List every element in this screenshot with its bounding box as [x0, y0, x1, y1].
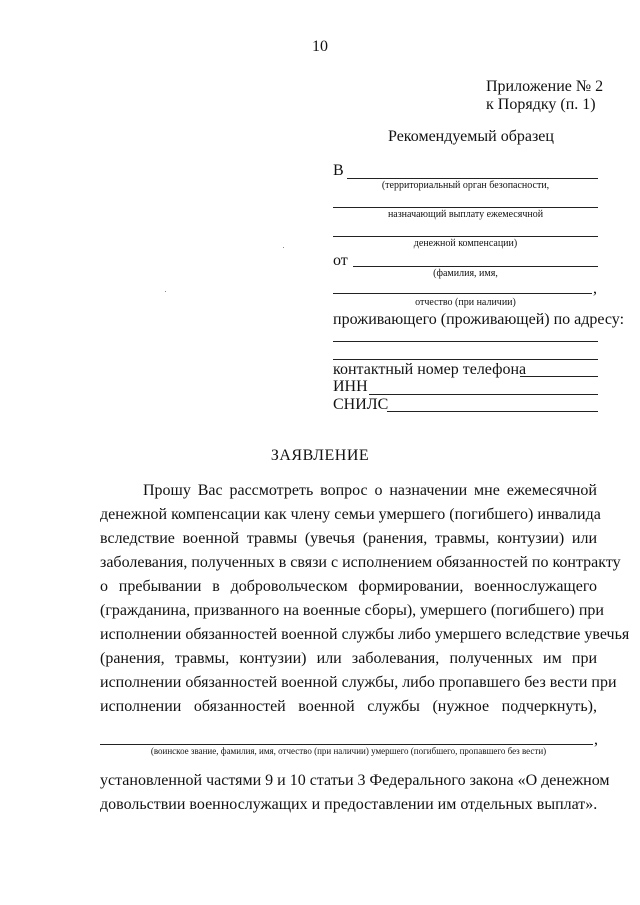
to-line-2 — [333, 207, 598, 208]
phone-line — [520, 376, 598, 377]
scan-speck — [165, 291, 166, 292]
appendix-line-1: Приложение № 2 — [486, 78, 604, 95]
body-line: исполнении обязанностей военной службы (нужное подчеркнуть), — [100, 698, 597, 715]
snils-label: СНИЛС — [333, 396, 389, 413]
appendix-line-2: к Порядку (п. 1) — [486, 96, 596, 113]
sample-label: Рекомендуемый образец — [388, 128, 554, 145]
body-line: о пребывании в добровольческом формировании, военнослужащего — [100, 578, 597, 595]
person-caption: (воинское звание, фамилия, имя, отчество (при наличии) умершего (погибшего, пропавшего без вести) — [150, 746, 547, 756]
body-line: денежной компенсации как члену семьи умершего (погибшего) инвалида — [100, 506, 601, 523]
address-label: проживающего (проживающей) по адресу: — [333, 311, 625, 328]
from-caption-1: (фамилия, имя, — [433, 268, 498, 279]
to-line-3 — [333, 236, 598, 237]
closing-line: установленной частями 9 и 10 статьи 3 Федерального закона «О денежном — [100, 772, 610, 789]
body-line: (гражданина, призванного на военные сборы), умершего (погибшего) при — [100, 602, 604, 619]
inn-line — [369, 394, 598, 395]
phone-label: контактный номер телефона — [333, 361, 527, 378]
closing-line: довольствии военнослужащих и предоставлении им отдельных выплат». — [100, 796, 598, 813]
statement-title: ЗАЯВЛЕНИЕ — [270, 447, 370, 464]
address-line-1 — [333, 341, 598, 342]
body-line: заболевания, полученных в связи с исполнением обязанностей по контракту — [100, 554, 621, 571]
from-comma: , — [593, 280, 597, 297]
to-line — [347, 178, 598, 179]
body-line: исполнении обязанностей военной службы, либо пропавшего без вести при — [100, 674, 617, 691]
to-caption-3: денежной компенсации) — [413, 238, 518, 249]
body-line: Прошу Вас рассмотреть вопрос о назначении мне ежемесячной — [143, 482, 597, 499]
to-caption-1: (территориальный орган безопасности, — [381, 180, 550, 191]
person-comma: , — [594, 731, 598, 748]
body-line: исполнении обязанностей военной службы либо умершего вследствие увечья — [100, 626, 630, 643]
from-prefix: от — [333, 252, 348, 269]
body-line: вследствие военной травмы (увечья (ранения, травмы, контузии) или — [100, 530, 597, 547]
from-caption-2: отчество (при наличии) — [415, 297, 516, 308]
to-prefix: В — [333, 162, 344, 179]
person-line — [100, 744, 593, 745]
inn-label: ИНН — [333, 378, 368, 395]
snils-line — [387, 411, 598, 412]
from-line-2 — [333, 293, 592, 294]
scan-speck — [283, 247, 284, 248]
to-caption-2: назначающий выплату ежемесячной — [387, 209, 544, 220]
from-line — [353, 266, 598, 267]
page-number: 10 — [312, 38, 328, 55]
body-line: (ранения, травмы, контузии) или заболевания, полученных им при — [100, 650, 597, 667]
address-line-2 — [333, 359, 598, 360]
